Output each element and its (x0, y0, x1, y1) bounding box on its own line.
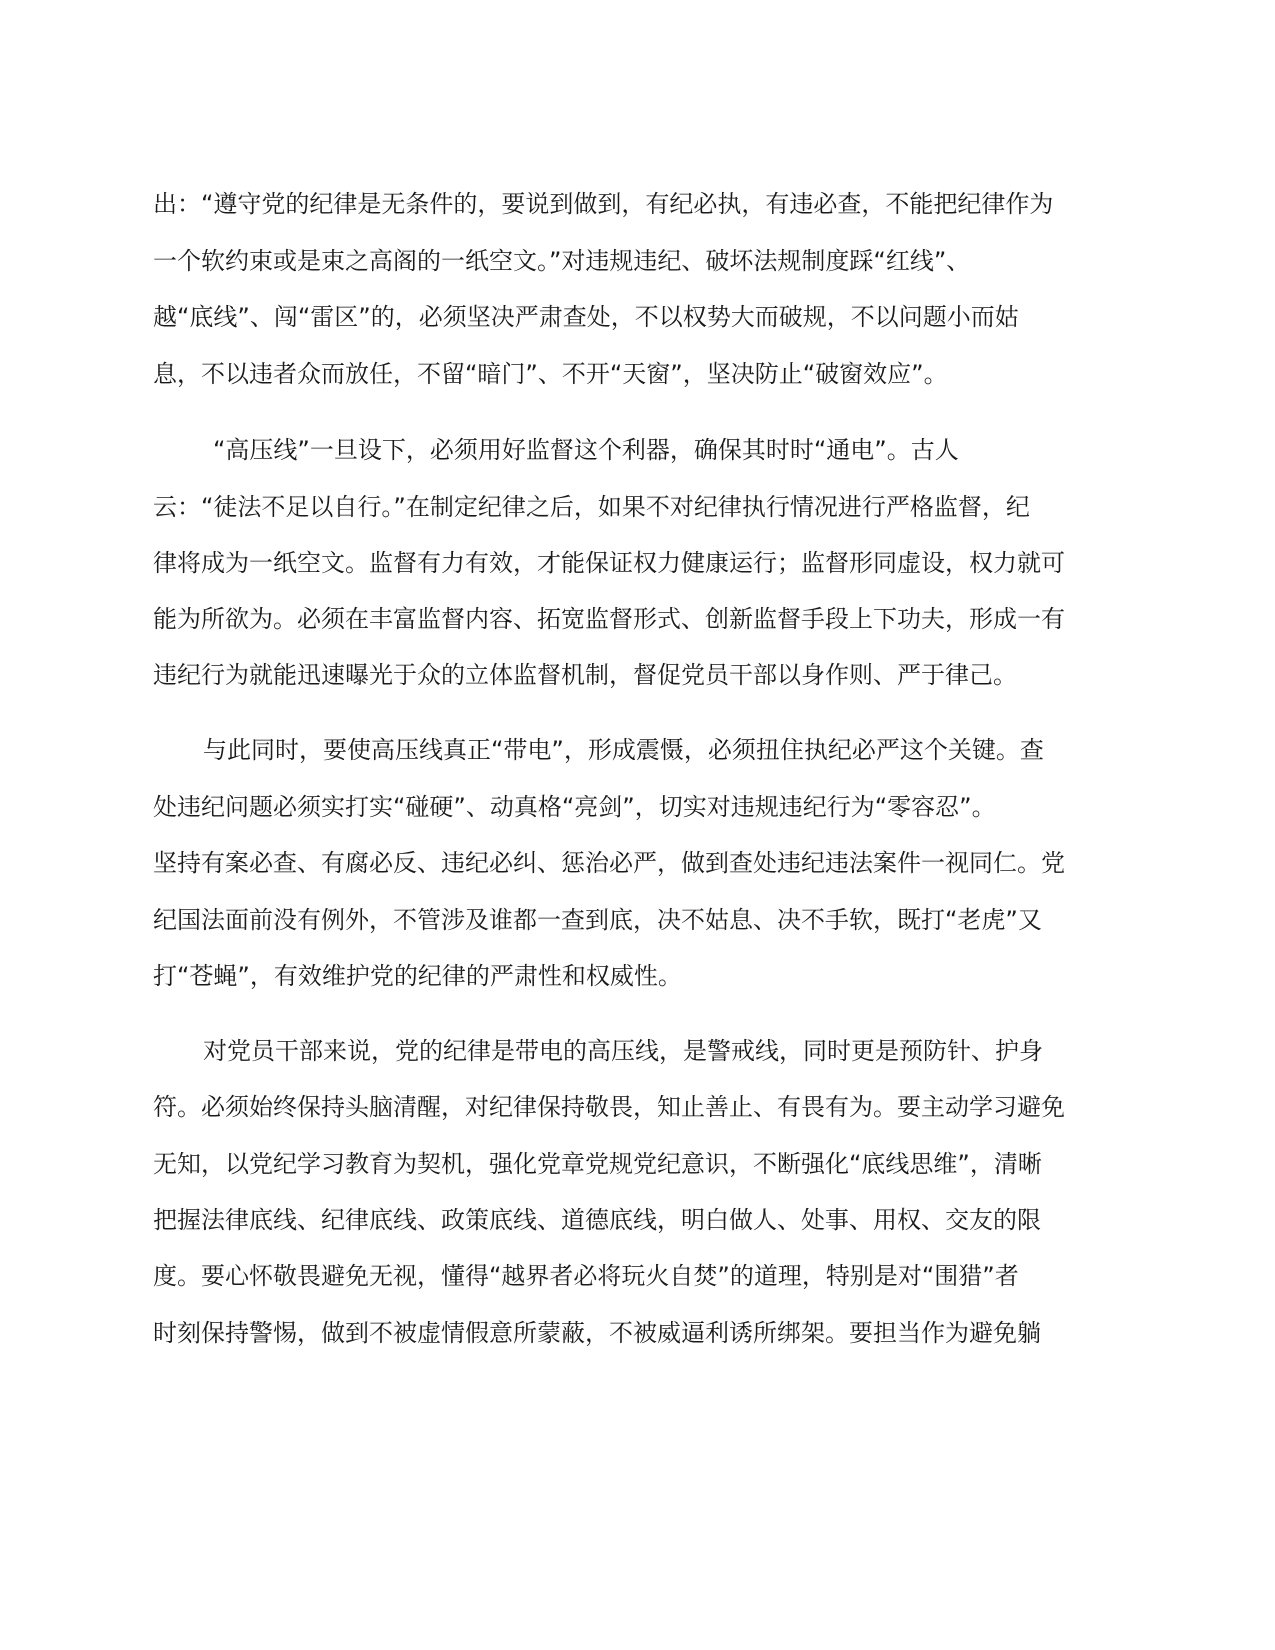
text-line: 无知，以党纪学习教育为契机，强化党章党规党纪意识，不断强化“底线思维”，清晰 (153, 1150, 1042, 1178)
text-line: 一个软约束或是束之高阁的一纸空文。”对违规违纪、破坏法规制度踩“红线”、 (153, 247, 971, 275)
text-line: 坚持有案必查、有腐必反、违纪必纠、惩治必严，做到查处违纪违法案件一视同仁。党 (153, 849, 1065, 877)
text-line: 律将成为一纸空文。监督有力有效，才能保证权力健康运行；监督形同虚设，权力就可 (153, 549, 1065, 577)
text-line: 处违纪问题必须实打实“碰硬”、动真格“亮剑”，切实对违规违纪行为“零容忍”。 (153, 793, 996, 821)
text-line: 打“苍蝇”，有效维护党的纪律的严肃性和权威性。 (153, 962, 682, 990)
text-line: 时刻保持警惕，做到不被虚情假意所蒙蔽，不被威逼利诱所绑架。要担当作为避免躺 (153, 1319, 1041, 1347)
paragraph-first-line: 与此同时，要使高压线真正“带电”，形成震慑，必须扭住执纪必严这个关键。查 (203, 736, 1044, 764)
text-line: 违纪行为就能迅速曝光于众的立体监督机制，督促党员干部以身作则、严于律己。 (153, 661, 1017, 689)
text-line: 越“底线”、闯“雷区”的，必须坚决严肃查处，不以权势大而破规，不以问题小而姑 (153, 303, 1019, 331)
text-line: 度。要心怀敬畏避免无视，懂得“越界者必将玩火自焚”的道理，特别是对“围猎”者 (153, 1262, 1019, 1290)
text-line: 云：“徒法不足以自行。”在制定纪律之后，如果不对纪律执行情况进行严格监督，纪 (153, 493, 1030, 521)
paragraph-first-line: 对党员干部来说，党的纪律是带电的高压线，是警戒线，同时更是预防针、护身 (203, 1037, 1043, 1065)
paragraph-first-line: “高压线”一旦设下，必须用好监督这个利器，确保其时时“通电”。古人 (213, 436, 959, 464)
text-line: 把握法律底线、纪律底线、政策底线、道德底线，明白做人、处事、用权、交友的限 (153, 1206, 1041, 1234)
text-line: 能为所欲为。必须在丰富监督内容、拓宽监督形式、创新监督手段上下功夫，形成一有 (153, 605, 1065, 633)
text-line: 符。必须始终保持头脑清醒，对纪律保持敬畏，知止善止、有畏有为。要主动学习避免 (153, 1093, 1065, 1121)
text-line: 息，不以违者众而放任，不留“暗门”、不开“天窗”，坚决防止“破窗效应”。 (153, 360, 948, 388)
text-line: 出：“遵守党的纪律是无条件的，要说到做到，有纪必执，有违必查，不能把纪律作为 (153, 190, 1054, 218)
text-line: 纪国法面前没有例外，不管涉及谁都一查到底，决不姑息、决不手软，既打“老虎”又 (153, 906, 1042, 934)
